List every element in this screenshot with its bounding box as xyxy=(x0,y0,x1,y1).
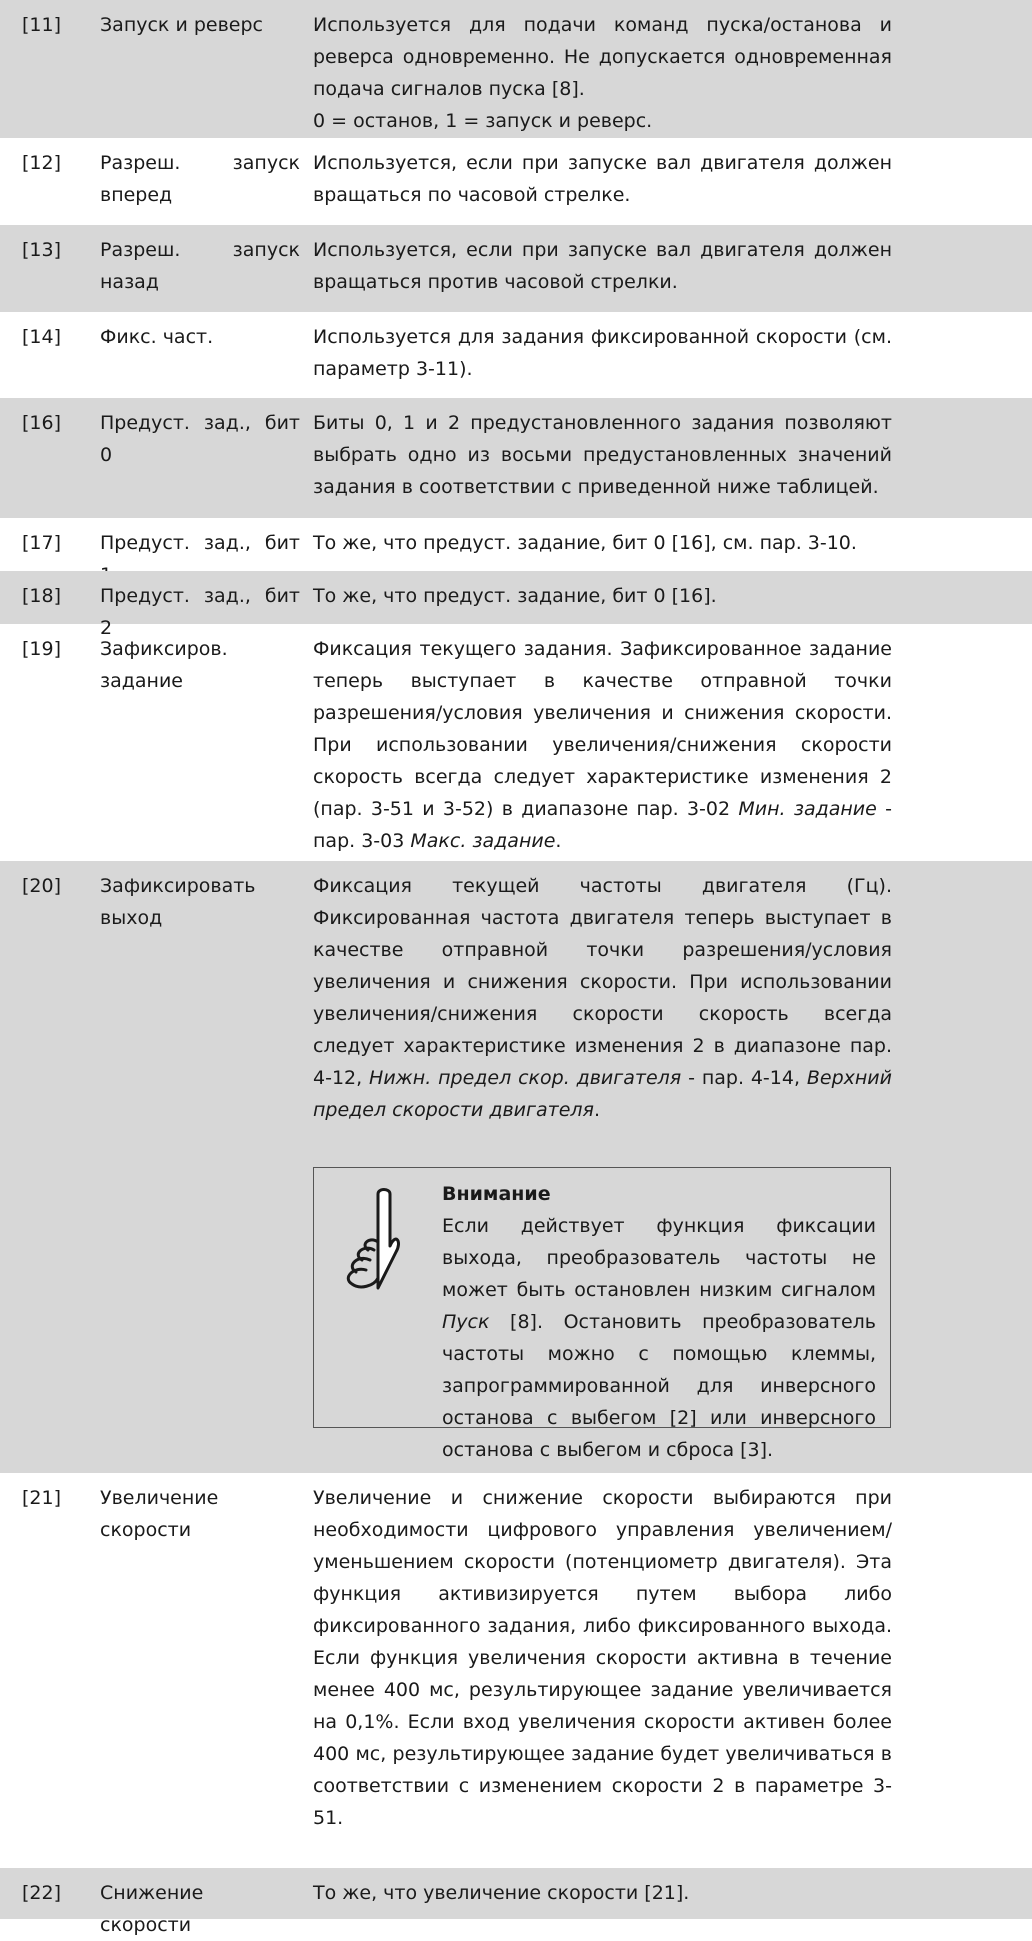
note-title: Внимание xyxy=(442,1183,551,1205)
table-row xyxy=(0,312,1032,398)
row-code: [17] xyxy=(22,532,62,554)
row-description: Используется, если при запуске вал двигателя должен вращаться по часовой стрелке. xyxy=(313,152,892,206)
table-row xyxy=(0,861,1032,1473)
row-name: Предуст. зад., бит xyxy=(100,532,300,554)
row-name: Предуст. зад., бит 0 xyxy=(100,412,300,466)
table-row xyxy=(0,138,1032,225)
row-code: [12] xyxy=(22,152,62,174)
row-description-text: . xyxy=(593,1099,601,1121)
row-code: [18] xyxy=(22,585,62,607)
row-description-text: - пар. 4-14, xyxy=(681,1067,807,1089)
row-description: То же, что предуст. задание, бит 0 [16], см. пар. 3-10. xyxy=(313,532,857,554)
row-description-note: 0 = останов, 1 = запуск и реверс. xyxy=(313,110,653,132)
row-description-text: Фиксация текущего задания. Зафиксированное задание теперь выступает в качестве отправной точки разрешения/условия увеличения и снижения скорости. При использовании увеличения/снижения скорости скорость всегда следует характеристике изменения 2 (пар. 3-51 и 3-52) в диапазоне пар. 3-02 xyxy=(313,638,892,820)
row-code: [19] xyxy=(22,638,62,660)
caution-note xyxy=(313,1167,891,1461)
table-row xyxy=(0,0,1032,138)
table-row xyxy=(0,571,1032,639)
pointing-hand-icon xyxy=(334,1184,412,1292)
row-description-text: Используется для подачи команд пуска/останова и реверса одновременно. Не допускается одновременная подача сигналов пуска [8]. xyxy=(313,14,892,100)
note-text-part: [8]. Остановить преобразователь частоты можно с помощью клеммы, запрограммированной для инверсного останова с выбегом [2] или инверсного останова с выбегом и сброса [3]. xyxy=(442,1311,876,1461)
row-description: Биты 0, 1 и 2 предустановленного задания позволяют выбрать одно из восьми предустановленных значений задания в соответствии с приведенной ниже таблицей. xyxy=(313,412,892,498)
table-row xyxy=(0,225,1032,312)
signal-name: Пуск xyxy=(442,1311,490,1333)
row-description-text: - пар. 3-03 xyxy=(313,798,892,852)
table-row xyxy=(0,1868,1032,1936)
row-code: [11] xyxy=(22,14,62,36)
row-name: Запуск и реверс xyxy=(100,14,263,36)
note-text xyxy=(442,1210,876,1466)
row-description: То же, что предуст. задание, бит 0 [16]. xyxy=(313,585,717,607)
row-description: Используется, если при запуске вал двигателя должен вращаться против часовой стрелки. xyxy=(313,239,892,293)
row-name: Предуст. зад., бит 2 xyxy=(100,585,300,639)
row-description xyxy=(313,9,892,137)
row-code: [21] xyxy=(22,1487,62,1509)
row-code: [20] xyxy=(22,875,62,897)
row-name: Снижение скорости xyxy=(100,1882,204,1936)
row-description-text: Фиксация текущей частоты двигателя (Гц). Фиксированная частота двигателя теперь выступает в качестве отправной точки разрешения/условия увеличения и снижения скорости. При использовании увеличения/снижения скорости скорость всегда следует характеристике изменения 2 в диапазоне пар. 4-12, xyxy=(313,875,892,1089)
row-code: [22] xyxy=(22,1882,62,1904)
row-name: Увеличение скорости xyxy=(100,1487,219,1541)
table-row xyxy=(0,398,1032,518)
table-row xyxy=(0,624,1032,861)
row-description: Увеличение и снижение скорости выбираются при необходимости цифрового управления увеличением/уменьшением скорости (потенциометр двигателя). Эта функция активизируется путем выбора либо фиксированного задания, либо фиксированного выхода. Если функция увеличения скорости активна в течение менее 400 мс, результирующее задание увеличивается на 0,1%. Если вход увеличения скорости активен более 400 мс, результирующее задание будет увеличиваться в соответствии с изменением скорости 2 в параметре 3-51. xyxy=(313,1487,892,1829)
param-name-high-limit: Верхний предел скорости двигателя xyxy=(313,1067,893,1121)
row-description: Используется для задания фиксированной скорости (см. параметр 3-11). xyxy=(313,326,892,380)
row-name: Зафиксировать выход xyxy=(100,875,256,929)
row-name: Разреш. запуск вперед xyxy=(100,152,300,206)
param-name-low-limit: Нижн. предел скор. двигателя xyxy=(369,1067,682,1089)
table-row xyxy=(0,518,1032,571)
param-name-min: Мин. задание xyxy=(738,798,877,820)
row-description xyxy=(313,633,892,857)
row-description: То же, что увеличение скорости [21]. xyxy=(313,1882,690,1904)
row-name: Зафиксиров. задание xyxy=(100,638,228,692)
row-description xyxy=(313,870,892,1126)
row-code: [13] xyxy=(22,239,62,261)
row-description-text: . xyxy=(555,830,562,852)
row-name: Фикс. част. xyxy=(100,326,214,348)
row-code: [14] xyxy=(22,326,62,348)
note-text-part: Если действует функция фиксации выхода, преобразователь частоты не может быть остановлен низким сигналом xyxy=(442,1215,876,1301)
row-name: Разреш. запуск назад xyxy=(100,239,300,293)
row-code: [16] xyxy=(22,412,62,434)
param-name-max: Макс. задание xyxy=(410,830,556,852)
